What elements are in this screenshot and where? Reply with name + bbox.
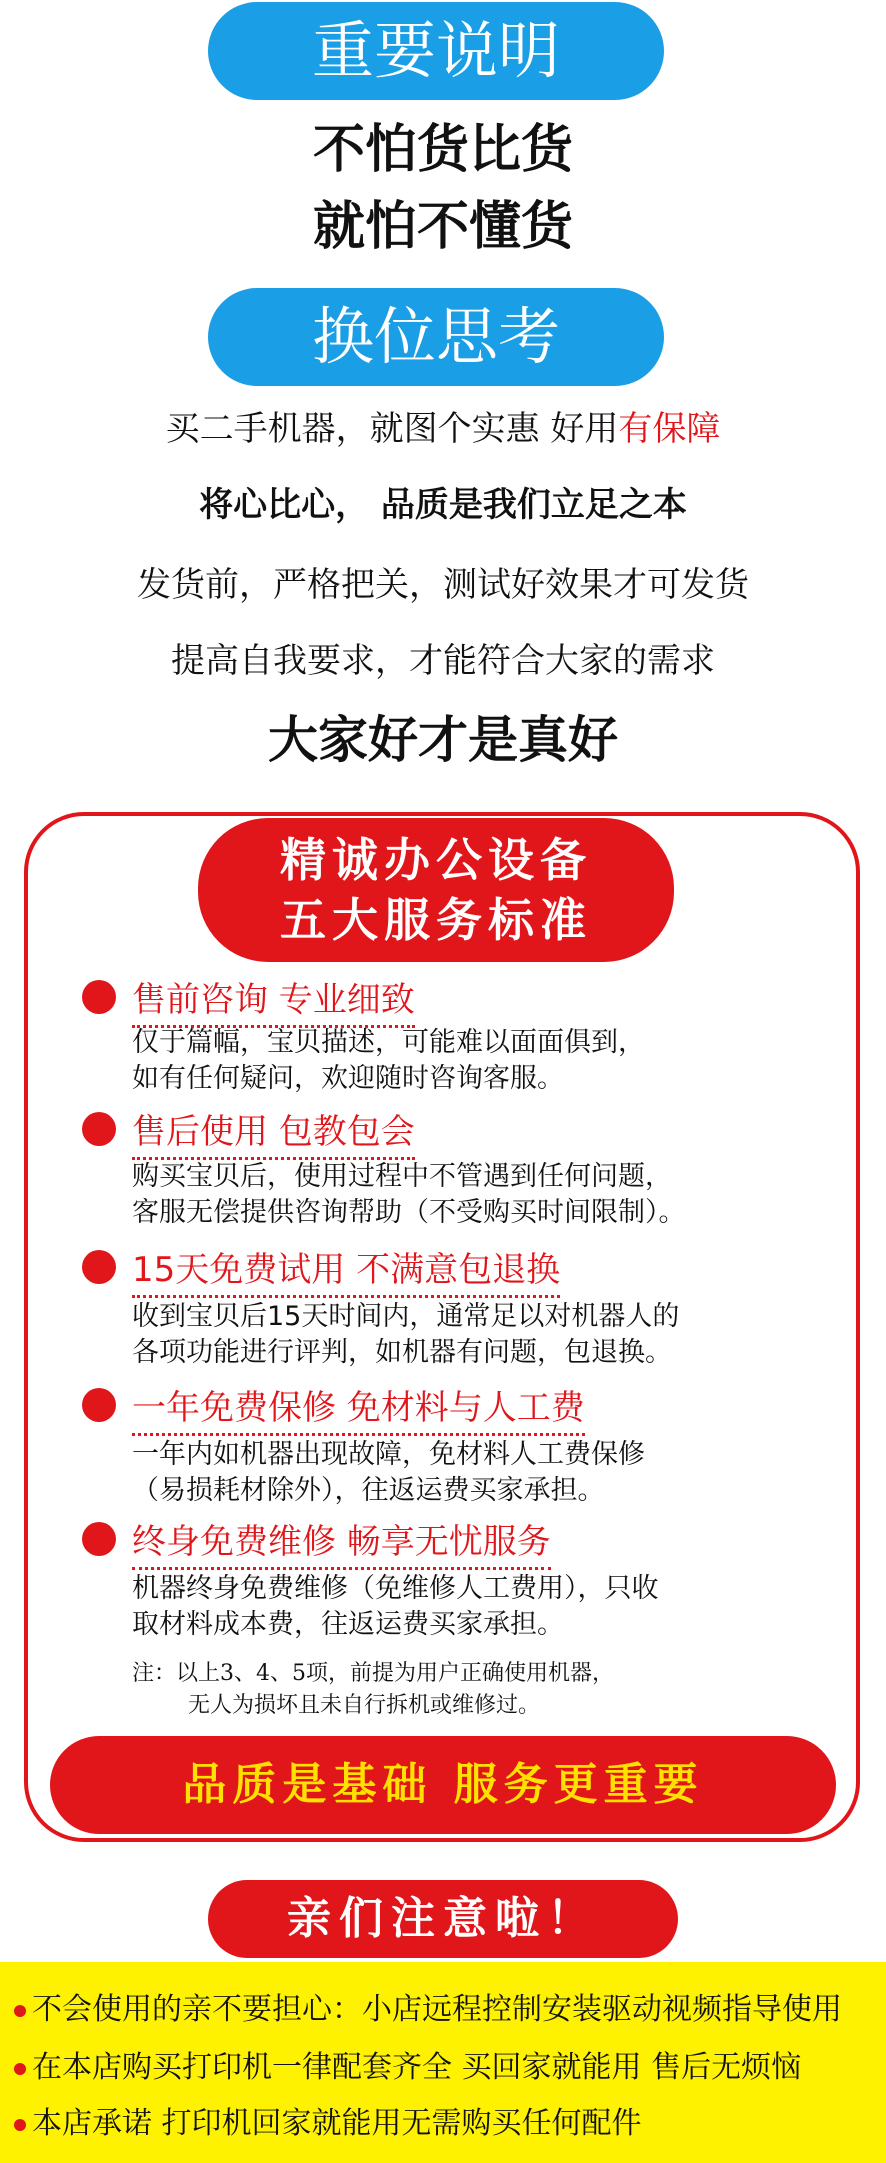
standards-title-line-1: 精诚办公设备 <box>280 833 592 887</box>
notice-line-1 <box>14 1984 842 2028</box>
service-item-desc-1b: 如有任何疑问，欢迎随时咨询客服。 <box>132 1063 564 1094</box>
notice-line-2-text: 在本店购买打印机一律配套齐全 买回家就能用 售后无烦恼 <box>32 2050 802 2085</box>
service-item-title-3: 15天免费试用 不满意包退换 <box>132 1242 560 1298</box>
bullet-dot-icon <box>14 2005 26 2017</box>
bullet-icon <box>82 980 116 1014</box>
service-item-desc-3a: 收到宝贝后15天时间内，通常足以对机器人的 <box>132 1301 680 1332</box>
bullet-icon <box>82 1112 116 1146</box>
service-item-title-5: 终身免费维修 畅享无忧服务 <box>132 1514 551 1570</box>
title-badge-empathy <box>208 288 664 386</box>
intro-line-1-main: 买二手机器，就图个实惠 好用 <box>165 409 619 449</box>
intro-line-4: 提高自我要求，才能符合大家的需求 <box>171 641 715 681</box>
standards-title-badge <box>198 818 674 962</box>
notice-badge-text: 亲们注意啦！ <box>287 1893 599 1944</box>
standards-footer-text: 品质是基础 服务更重要 <box>182 1759 704 1810</box>
service-item-desc-5b: 取材料成本费，往返运费买家承担。 <box>132 1609 564 1640</box>
service-item-desc-5a: 机器终身免费维修（免维修人工费用），只收 <box>132 1573 659 1604</box>
service-item-desc-2a: 购买宝贝后，使用过程中不管遇到任何问题， <box>132 1161 672 1192</box>
intro-line-1-highlight: 有保障 <box>618 409 721 449</box>
bullet-icon <box>82 1388 116 1422</box>
bullet-dot-icon <box>14 2119 26 2131</box>
title-badge-important-text: 重要说明 <box>311 14 560 87</box>
service-item-title-1: 售前咨询 专业细致 <box>132 972 415 1028</box>
standards-title-line-2: 五大服务标准 <box>280 893 592 947</box>
slogan-line-2: 就怕不懂货 <box>312 197 573 257</box>
service-item-desc-2b: 客服无偿提供咨询帮助（不受购买时间限制）。 <box>132 1197 686 1228</box>
service-item-desc-1a: 仅于篇幅，宝贝描述，可能难以面面俱到， <box>132 1027 645 1058</box>
standards-note-line-2: 无人为损坏且未自行拆机或维修过。 <box>188 1693 541 1718</box>
intro-line-1 <box>0 404 886 454</box>
slogan-line-1: 不怕货比货 <box>312 120 573 180</box>
notice-badge <box>208 1880 678 1958</box>
intro-line-2: 将心比心， 品质是我们立足之本 <box>199 485 687 525</box>
service-item-desc-4b: （易损耗材除外），往返运费买家承担。 <box>132 1475 605 1506</box>
notice-line-3-text: 本店承诺 打印机回家就能用无需购买任何配件 <box>32 2106 642 2141</box>
standards-note-line-1: 注：以上3、4、5项，前提为用户正确使用机器， <box>132 1661 614 1686</box>
title-badge-important <box>208 2 664 100</box>
service-item-desc-4a: 一年内如机器出现故障，免材料人工费保修 <box>132 1439 645 1470</box>
bullet-dot-icon <box>14 2063 26 2075</box>
bullet-icon <box>82 1522 116 1556</box>
notice-line-3 <box>14 2098 642 2142</box>
service-item-title-4: 一年免费保修 免材料与人工费 <box>132 1380 585 1436</box>
standards-footer-banner <box>50 1736 836 1834</box>
intro-line-5: 大家好才是真好 <box>268 711 618 769</box>
intro-line-3: 发货前，严格把关，测试好效果才可发货 <box>137 565 749 605</box>
title-badge-empathy-text: 换位思考 <box>311 300 560 373</box>
service-item-desc-3b: 各项功能进行评判，如机器有问题，包退换。 <box>132 1337 672 1368</box>
notice-line-1-text: 不会使用的亲不要担心：小店远程控制安装驱动视频指导使用 <box>32 1992 842 2027</box>
bullet-icon <box>82 1250 116 1284</box>
service-item-title-2: 售后使用 包教包会 <box>132 1104 415 1160</box>
notice-line-2 <box>14 2042 801 2086</box>
